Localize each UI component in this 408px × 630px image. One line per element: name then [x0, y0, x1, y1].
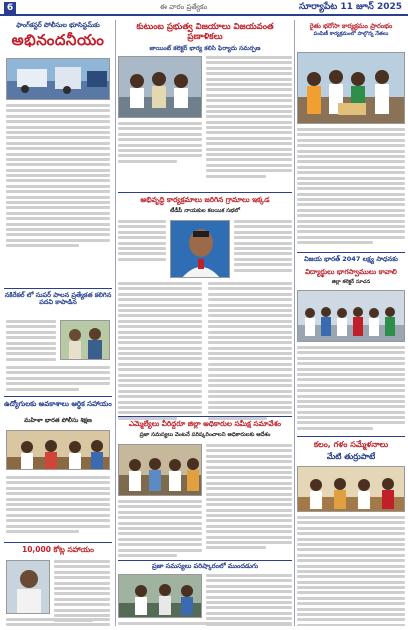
mid-article-4-text: [206, 574, 292, 626]
left-photo-3: [6, 430, 110, 470]
mid-article-4b-text: [118, 622, 292, 626]
left-article-2b-text: [6, 366, 110, 393]
mid-title: కుటుంబ ప్రభుత్వ విజయాలు విజయవంత ప్రణాళికలు: [136, 22, 274, 42]
right-article-2-text: [297, 346, 405, 432]
section-divider: [297, 436, 405, 437]
header-date: సూర్యాపేట 11 జూన్ 2025: [298, 2, 402, 12]
mid-article-2b-text: [234, 220, 292, 274]
mid-headline-2: అభివృద్ధి కార్యక్రమాలు జరిగిన గ్రామాలు ఇక్కడ: [140, 195, 270, 204]
left-photo-4: [6, 560, 50, 614]
right-column: [297, 20, 405, 626]
left-headline-5: 10,000 కోట్ల సహాయం: [22, 545, 94, 554]
mid-article-1b-text: [118, 122, 202, 165]
mid-photo-3: [118, 574, 202, 618]
left-article-4-text: [54, 560, 110, 625]
section-divider: [297, 252, 405, 253]
right-headline-3b: మేటి తుర్రుపాటే: [326, 452, 376, 461]
middle-column: [118, 20, 292, 626]
section-divider: [4, 396, 112, 397]
mid-article-3b-text: [118, 500, 202, 559]
right-headline-2c: జిల్లా కలెక్టర్ సూచన: [331, 279, 371, 285]
section-divider: [118, 560, 292, 561]
right-photo-3: [297, 466, 405, 512]
mid-headline-4: ప్రజా సమస్యలు పరిష్కారంలో ముందడుగు: [151, 562, 259, 570]
right-subtitle: పంపిణీ కార్యక్రమంలో పాల్గొన్న నేతలు: [313, 31, 389, 38]
right-article-1-text: [297, 128, 405, 247]
mid-headline-2b: టీడీపీ నాయకుల కలయిక సభలో: [170, 208, 240, 214]
section-divider: [4, 288, 112, 289]
left-title: అభినందనీయం: [11, 31, 105, 50]
right-headline-2: విజయ భారత్ 2047 లక్ష్య సాధనకు: [304, 255, 398, 263]
section-divider: [118, 416, 292, 417]
column-divider: [115, 20, 116, 626]
section-divider: [118, 192, 292, 193]
page-header: [0, 0, 408, 16]
mid-photo-1: [118, 56, 202, 118]
page-number: 6: [4, 2, 16, 14]
left-article-4b-text: [6, 618, 110, 626]
mid-subtitle: జాయింట్ కలెక్టర్ భార్య కలిసి ఫిర్యాదు సమర్పణ: [149, 44, 261, 52]
right-headline-2b: విద్యార్థులు భాగస్వాములు కావాలి: [305, 268, 397, 276]
mid-headline-3b: ప్రజా సమస్యలు వెంటనే పరిష్కరించాలని అధికారులకు ఆదేశం: [139, 432, 271, 438]
left-article-2-text: [6, 320, 56, 363]
mid-photo-2: [118, 444, 202, 496]
right-title: రైతు భరోసా కార్యక్రమం ప్రారంభం: [309, 22, 393, 30]
left-article-1-text: [6, 104, 110, 250]
mid-portrait-photo: [170, 220, 230, 278]
right-photo-2: [297, 290, 405, 342]
right-photo-1: [297, 52, 405, 124]
right-headline-3: కలం, గళం సమ్మేళనాలు: [313, 440, 389, 449]
left-kicker: ఫాంగ్‌కస్టర్ పోలీసుల భూసిస్టమ్‌కు: [16, 21, 100, 29]
left-headline-3: ఉద్యోగులకు అవకాశాలు ఆర్థిక సహాయం: [4, 400, 112, 408]
left-headline-2: నకిరేకల్ లో సుపర్ పాలన ప్రత్యేకత కలిగిన పదవి కాపాడిన: [4, 291, 112, 307]
left-headline-4: మహిళా భారత పోలీసు శిక్షణ: [24, 417, 92, 424]
header-center-text: ఈ వారం ప్రత్యేకం: [160, 3, 208, 11]
mid-article-2d-text: [208, 282, 292, 422]
right-article-3-text: [297, 516, 405, 626]
left-photo-2: [60, 320, 110, 360]
left-photo-1: [6, 58, 110, 100]
column-divider: [294, 20, 295, 626]
mid-article-2a-text: [118, 220, 166, 263]
mid-article-2c-text: [118, 282, 202, 422]
mid-article-1-text: [206, 56, 292, 180]
left-article-3-text: [6, 476, 110, 535]
section-divider: [4, 542, 112, 543]
mid-headline-3: ఎమ్మెల్యేలు వీరిద్దరూ జిల్లా అధికారుల సమీక్ష సమావేశం: [128, 419, 282, 428]
mid-article-3-text: [206, 444, 292, 552]
left-column: [4, 20, 112, 626]
